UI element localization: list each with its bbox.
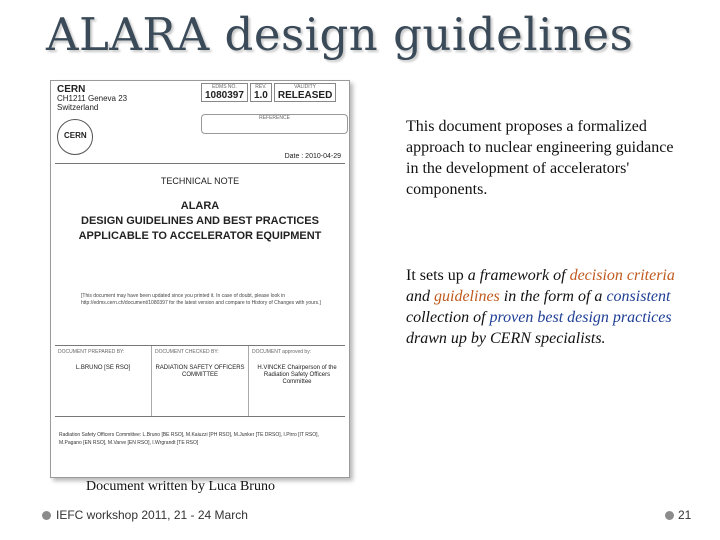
p2-text10: drawn up by CERN specialists. xyxy=(406,330,606,347)
org-address2: Switzerland xyxy=(57,103,99,112)
rev-label: REV. xyxy=(255,84,267,90)
cern-logo xyxy=(57,119,93,155)
doc-title-line2: DESIGN GUIDELINES AND BEST PRACTICES xyxy=(81,215,319,227)
update-notice: [This document may have been updated since you printed it. In case of doubt, please look in http://edms.cern.ch/document/1080397 for the latest version and compare to History of Changes with yours.] xyxy=(81,293,321,306)
note-type: TECHNICAL NOTE xyxy=(160,176,240,186)
checked-value: RADIATION SAFETY OFFICERS COMMITTEE xyxy=(155,365,245,378)
approved-col xyxy=(249,346,345,416)
p2-consistent: consistent xyxy=(606,288,671,305)
validity-label: VALIDITY xyxy=(294,84,316,90)
p2-proven-best-practices: proven best design practices xyxy=(489,309,672,326)
edms-value: 1080397 xyxy=(205,90,244,101)
page-number: 21 xyxy=(678,508,692,522)
validity-value: RELEASED xyxy=(277,90,333,101)
prepared-col xyxy=(55,346,152,416)
org-block xyxy=(57,85,127,112)
footer-bullet-left xyxy=(42,511,51,520)
approved-label: DOCUMENT approved by: xyxy=(252,349,312,355)
edms-cell xyxy=(201,83,248,102)
rev-cell xyxy=(250,83,272,102)
p2-text2: a framework of xyxy=(467,267,570,284)
approved-value: H.VINCKE Chairperson of the Radiation Safety Officers Committee xyxy=(257,365,337,385)
signature-table xyxy=(55,345,345,417)
checked-col xyxy=(152,346,249,416)
rev-value: 1.0 xyxy=(253,90,268,101)
document-cover-image xyxy=(50,80,350,478)
paragraph-framework xyxy=(406,265,686,349)
p2-text4: and xyxy=(406,288,434,305)
slide-title: ALARA design guidelines xyxy=(46,8,634,61)
org-address1: CH1211 Geneva 23 xyxy=(57,94,128,103)
footer-bullet-right xyxy=(665,511,674,520)
p2-guidelines: guidelines xyxy=(434,288,500,305)
doc-title-line3: APPLICABLE TO ACCELERATOR EQUIPMENT xyxy=(78,230,322,242)
p2-text1: It sets up xyxy=(406,267,468,284)
paragraph-intro: This document proposes a formalized approach to nuclear engineering guidance in the development of accelerators' components. xyxy=(406,118,674,198)
doc-title-line1: ALARA xyxy=(180,200,220,212)
divider xyxy=(55,163,345,164)
prepared-label: DOCUMENT PREPARED BY: xyxy=(58,349,125,355)
org-name: CERN xyxy=(57,84,86,95)
image-caption: Document written by Luca Bruno xyxy=(86,479,275,494)
checked-label: DOCUMENT CHECKED BY: xyxy=(155,349,219,355)
prepared-value: L.BRUNO [SE RSO] xyxy=(75,365,131,371)
validity-cell xyxy=(274,83,336,102)
committee-footnote: Radiation Safety Officers Committee: L.Bruno [BE RSO], M.Kaiuzzi [PH RSO], M.Junker [TE DRSO], I.Pirro [IT RSO], M.Pagano [EN RSO], M.Varve [EN RSO], I.Wrgrandt [TE RSO] xyxy=(59,432,319,446)
footer-event: IEFC workshop 2011, 21 - 24 March xyxy=(56,508,248,522)
doc-meta xyxy=(201,83,338,102)
logo-text: CERN xyxy=(64,131,87,140)
reference-label: REFERENCE xyxy=(259,115,290,121)
p2-text8: collection of xyxy=(406,309,490,326)
p2-decision-criteria: decision criteria xyxy=(569,267,675,284)
reference-box xyxy=(201,114,348,134)
p2-text6: in the form of a xyxy=(499,288,607,305)
doc-date: Date : 2010-04-29 xyxy=(284,153,341,160)
edms-label: EDMS NO. xyxy=(212,84,237,90)
doc-title xyxy=(51,199,349,244)
